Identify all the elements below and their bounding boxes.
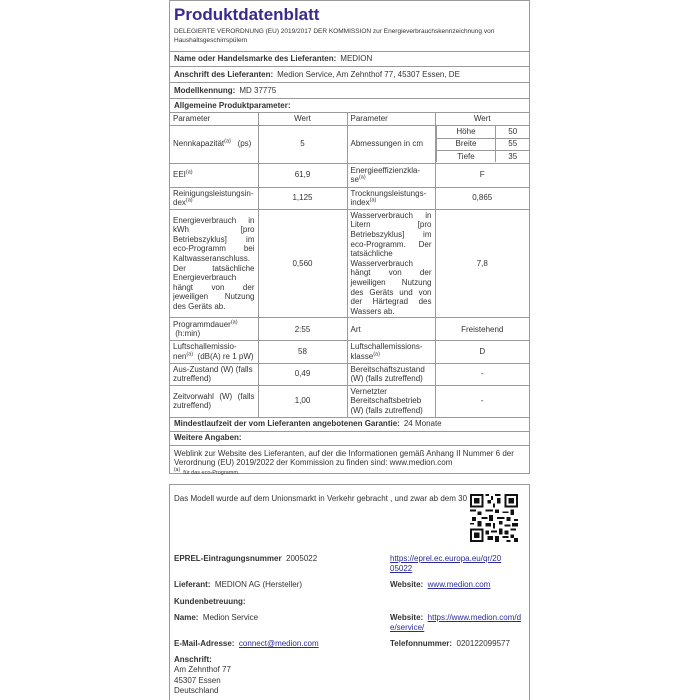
header-parameter-2: Parameter bbox=[347, 113, 435, 125]
model-row bbox=[170, 83, 529, 99]
regulation-subtitle: DELEGIERTE VERORDNUNG (EU) 2019/2017 DER KOMMISSION zur Energieverbrauchskennzeichnung von Haushaltsgeschirrspülern bbox=[174, 28, 495, 44]
table-row bbox=[170, 318, 529, 341]
program-duration-value: 2:55 bbox=[258, 318, 347, 341]
drying-label: Trocknungsleistungs- index$^{(a)}$ bbox=[347, 187, 435, 209]
phone-row bbox=[390, 639, 510, 649]
capacity-value: 5 bbox=[258, 125, 347, 163]
width-value: 55 bbox=[496, 138, 529, 150]
supplier2-value: MEDION AG (Hersteller) bbox=[214, 580, 303, 589]
width-label: Breite bbox=[436, 138, 496, 150]
table-row bbox=[170, 341, 529, 363]
qr-code-icon[interactable] bbox=[470, 494, 518, 542]
header-value-1: Wert bbox=[258, 113, 347, 125]
service-website-label: Website: bbox=[390, 613, 424, 622]
model-value: MD 37775 bbox=[239, 85, 277, 95]
standby-value: - bbox=[435, 363, 529, 385]
energy-consumption-label: Energieverbrauch in kWh [pro Betriebszyklus] im eco-Programm bei Kaltwasseranschluss. Der tatsächliche Energieverbrauch hängt von der jeweiligen Nutzung des Geräts ab. bbox=[170, 209, 258, 318]
table-row bbox=[170, 363, 529, 385]
postal-address bbox=[174, 655, 231, 697]
water-consumption-value: 7,8 bbox=[435, 209, 529, 318]
warranty-value: 24 Monate bbox=[403, 419, 442, 429]
footnote bbox=[174, 467, 240, 477]
header-parameter-1: Parameter bbox=[170, 113, 258, 125]
delay-start-label: Zeitvorwahl (W) (falls zutreffend) bbox=[170, 385, 258, 417]
phone-value: 020122099577 bbox=[456, 639, 510, 648]
type-value: Freistehend bbox=[435, 318, 529, 341]
height-value: 50 bbox=[496, 126, 529, 138]
dimensions-table bbox=[436, 126, 530, 162]
eprel-value: 2005022 bbox=[286, 554, 318, 563]
supplier-label: Name oder Handelsmarke des Lieferanten: bbox=[174, 54, 337, 64]
footnote-marker: (a) bbox=[174, 467, 181, 474]
phone-label: Telefonnummer: bbox=[390, 639, 453, 648]
supplier2-website-label: Website: bbox=[390, 580, 424, 589]
energy-class-label: Energieeffizienzkla- $se^{(a)}$ bbox=[347, 163, 435, 187]
service-name-value: Medion Service bbox=[202, 613, 259, 622]
table-row bbox=[170, 187, 529, 209]
capacity-label: Nennkapazität$^{(a)}$ (ps) bbox=[170, 125, 258, 163]
postal-line-2: 45307 Essen bbox=[174, 675, 221, 685]
footnote-text: für das eco-Programm. bbox=[183, 470, 240, 476]
supplier2-label: Lieferant: bbox=[174, 580, 211, 589]
standby-label: Bereitschaftszustand (W) (falls zutreffend) bbox=[347, 363, 435, 385]
address-value: Medion Service, Am Zehnthof 77, 45307 Essen, DE bbox=[277, 69, 460, 79]
address-label: Anschrift des Lieferanten: bbox=[174, 69, 274, 79]
dimensions-cell bbox=[435, 125, 529, 163]
warranty-row bbox=[170, 418, 529, 432]
service-website-link-1[interactable]: https://www.medion.com/d bbox=[427, 613, 522, 622]
supplier2-website-row bbox=[390, 580, 490, 590]
email-label: E-Mail-Adresse: bbox=[174, 639, 235, 648]
table-row bbox=[170, 385, 529, 417]
eprel-label: EPREL-Eintragungsnummer bbox=[174, 554, 282, 563]
height-label: Höhe bbox=[436, 126, 496, 138]
off-mode-value: 0,49 bbox=[258, 363, 347, 385]
noise-class-label: Luftschallemissions- klasse$^{(a)}$ bbox=[347, 341, 435, 363]
service-website-link-2[interactable]: e/service/ bbox=[390, 623, 425, 633]
supplier2-row bbox=[174, 580, 302, 590]
postal-line-3: Deutschland bbox=[174, 686, 219, 696]
eprel-info-block bbox=[169, 484, 530, 700]
supplier-row bbox=[170, 52, 529, 67]
table-row bbox=[170, 125, 529, 163]
further-heading-row bbox=[170, 432, 529, 446]
networked-standby-value: - bbox=[435, 385, 529, 417]
table-row bbox=[170, 209, 529, 318]
general-heading-row bbox=[170, 99, 529, 113]
type-label: Art bbox=[347, 318, 435, 341]
weblink-text: Weblink zur Website des Lieferanten, auf der die Informationen gemäß Anhang II Nummer 6 der Verordnung (EU) 2019/2022 der Kommission zu finden sind: www.medion.com bbox=[174, 448, 514, 468]
model-label: Modellkennung: bbox=[174, 85, 236, 95]
address-row bbox=[170, 67, 529, 83]
depth-label: Tiefe bbox=[436, 150, 496, 162]
header-value-2: Wert bbox=[435, 113, 529, 125]
water-consumption-label: Wasserverbrauch in Litern [pro Betriebszyklus] im eco-Programm. Der tatsächliche Wasserverbrauch hängt von der jeweiligen Nutzung des Geräts und von der Härtegrad des Wassers ab. bbox=[347, 209, 435, 318]
off-mode-label: Aus-Zustand (W) (falls zutreffend) bbox=[170, 363, 258, 385]
service-name-label: Name: bbox=[174, 613, 199, 622]
service-name-row bbox=[174, 613, 258, 623]
warranty-label: Mindestlaufzeit der vom Lieferanten angebotenen Garantie: bbox=[174, 419, 400, 429]
title-block bbox=[170, 1, 529, 52]
energy-class-value: F bbox=[435, 163, 529, 187]
email-link[interactable]: connect@medion.com bbox=[238, 639, 319, 648]
drying-value: 0,865 bbox=[435, 187, 529, 209]
delay-start-value: 1,00 bbox=[258, 385, 347, 417]
customer-service-heading: Kundenbetreuung: bbox=[174, 597, 246, 606]
eprel-link[interactable]: https://eprel.ec.europa.eu/qr/20 05022 bbox=[390, 554, 502, 574]
general-heading: Allgemeine Produktparameter: bbox=[174, 100, 291, 110]
noise-label: Luftschallemissio- nen$^{(a)}$ (dB(A) re 1 pW) bbox=[170, 341, 258, 363]
networked-standby-label: Vernetzter Bereitschaftsbetrieb (W) (falls zutreffend) bbox=[347, 385, 435, 417]
product-data-sheet bbox=[169, 0, 530, 474]
postal-line-1: Am Zehnthof 77 bbox=[174, 665, 231, 675]
service-website-row bbox=[390, 613, 521, 634]
program-duration-label: Programmdauer$^{(a)}$ (h:min) bbox=[170, 318, 258, 341]
table-header-row bbox=[170, 113, 529, 125]
parameter-table bbox=[170, 113, 529, 418]
noise-value: 58 bbox=[258, 341, 347, 363]
further-heading: Weitere Angaben: bbox=[174, 433, 242, 443]
eei-label: EEI$^{(a)}$ bbox=[170, 163, 258, 187]
depth-value: 35 bbox=[496, 150, 529, 162]
supplier-value: MEDION bbox=[340, 54, 373, 64]
energy-consumption-value: 0,560 bbox=[258, 209, 347, 318]
table-row bbox=[170, 163, 529, 187]
noise-class-value: D bbox=[435, 341, 529, 363]
supplier2-website-link[interactable]: www.medion.com bbox=[427, 580, 491, 589]
postal-label: Anschrift: bbox=[174, 655, 212, 664]
market-text: Das Modell wurde auf dem Unionsmarkt in Verkehr gebracht , und zwar ab dem 30 bbox=[174, 494, 468, 503]
cleaning-value: 1,125 bbox=[258, 187, 347, 209]
page-title: Produktdatenblatt bbox=[174, 5, 320, 24]
eei-value: 61,9 bbox=[258, 163, 347, 187]
dimensions-label: Abmessungen in cm bbox=[347, 125, 435, 163]
cleaning-label: Reinigungsleistungsin- dex$^{(a)}$ bbox=[170, 187, 258, 209]
eprel-row bbox=[174, 554, 317, 564]
email-row bbox=[174, 639, 319, 649]
